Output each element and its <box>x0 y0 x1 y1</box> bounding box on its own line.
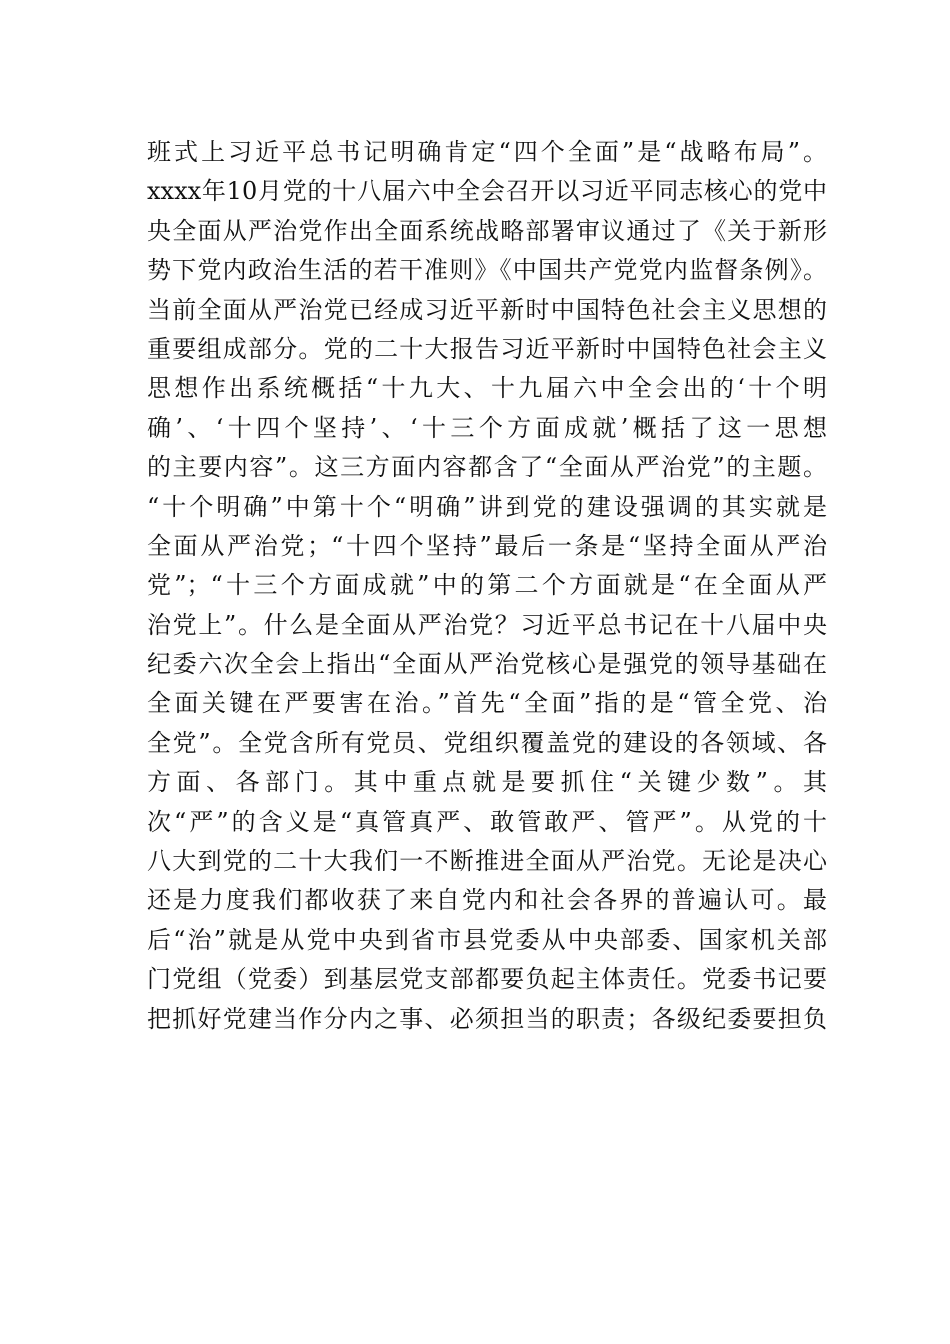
text-line: 方面、各部门。其中重点就是要抓住“关键少数”。其 <box>147 768 827 797</box>
text-line: 思想作出系统概括“十九大、十九届六中全会出的‘十个明 <box>147 374 827 403</box>
text-line: 纪委六次全会上指出“全面从严治党核心是强党的领导基础在 <box>147 650 827 679</box>
text-line: 还是力度我们都收获了来自党内和社会各界的普遍认可。最 <box>147 886 827 915</box>
text-line: 门党组（党委）到基层党支部都要负起主体责任。党委书记要 <box>147 965 827 994</box>
text-line: 确’、‘十四个坚持’、‘十三个方面成就’概括了这一思想 <box>147 413 827 442</box>
text-line: 央全面从严治党作出全面系统战略部署审议通过了《关于新形 <box>147 216 827 245</box>
text-line: 八大到党的二十大我们一不断推进全面从严治党。无论是决心 <box>147 847 827 876</box>
text-line: 班式上习近平总书记明确肯定“四个全面”是“战略布局”。 <box>147 138 827 166</box>
text-line: 党”；“十三个方面成就”中的第二个方面就是“在全面从严 <box>147 571 827 600</box>
text-line: 势下党内政治生活的若干准则》《中国共产党党内监督条例》。 <box>147 256 827 285</box>
text-line: 全党”。全党含所有党员、党组织覆盖党的建设的各领域、各 <box>147 728 827 757</box>
text-line: 治党上”。什么是全面从严治党？习近平总书记在十八届中央 <box>147 610 827 639</box>
text-line: 全面从严治党；“十四个坚持”最后一条是“坚持全面从严治 <box>147 531 827 560</box>
text-line: xxxx年10月党的十八届六中全会召开以习近平同志核心的党中 <box>147 177 827 206</box>
text-line: 重要组成部分。党的二十大报告习近平新时中国特色社会主义 <box>147 334 827 363</box>
text-line: 把抓好党建当作分内之事、必须担当的职责；各级纪委要担负 <box>147 1004 827 1033</box>
text-line: 次“严”的含义是“真管真严、敢管敢严、管严”。从党的十 <box>147 807 827 836</box>
text-line: 当前全面从严治党已经成习近平新时中国特色社会主义思想的 <box>147 295 827 324</box>
text-line: 全面关键在严要害在治。”首先“全面”指的是“管全党、治 <box>147 689 827 718</box>
text-line: “十个明确”中第十个“明确”讲到党的建设强调的其实就是 <box>147 492 827 521</box>
text-line: 后“治”就是从党中央到省市县党委从中央部委、国家机关部 <box>147 925 827 954</box>
body-text <box>147 133 827 1039</box>
text-line: 的主要内容”。这三方面内容都含了“全面从严治党”的主题。 <box>147 453 827 482</box>
